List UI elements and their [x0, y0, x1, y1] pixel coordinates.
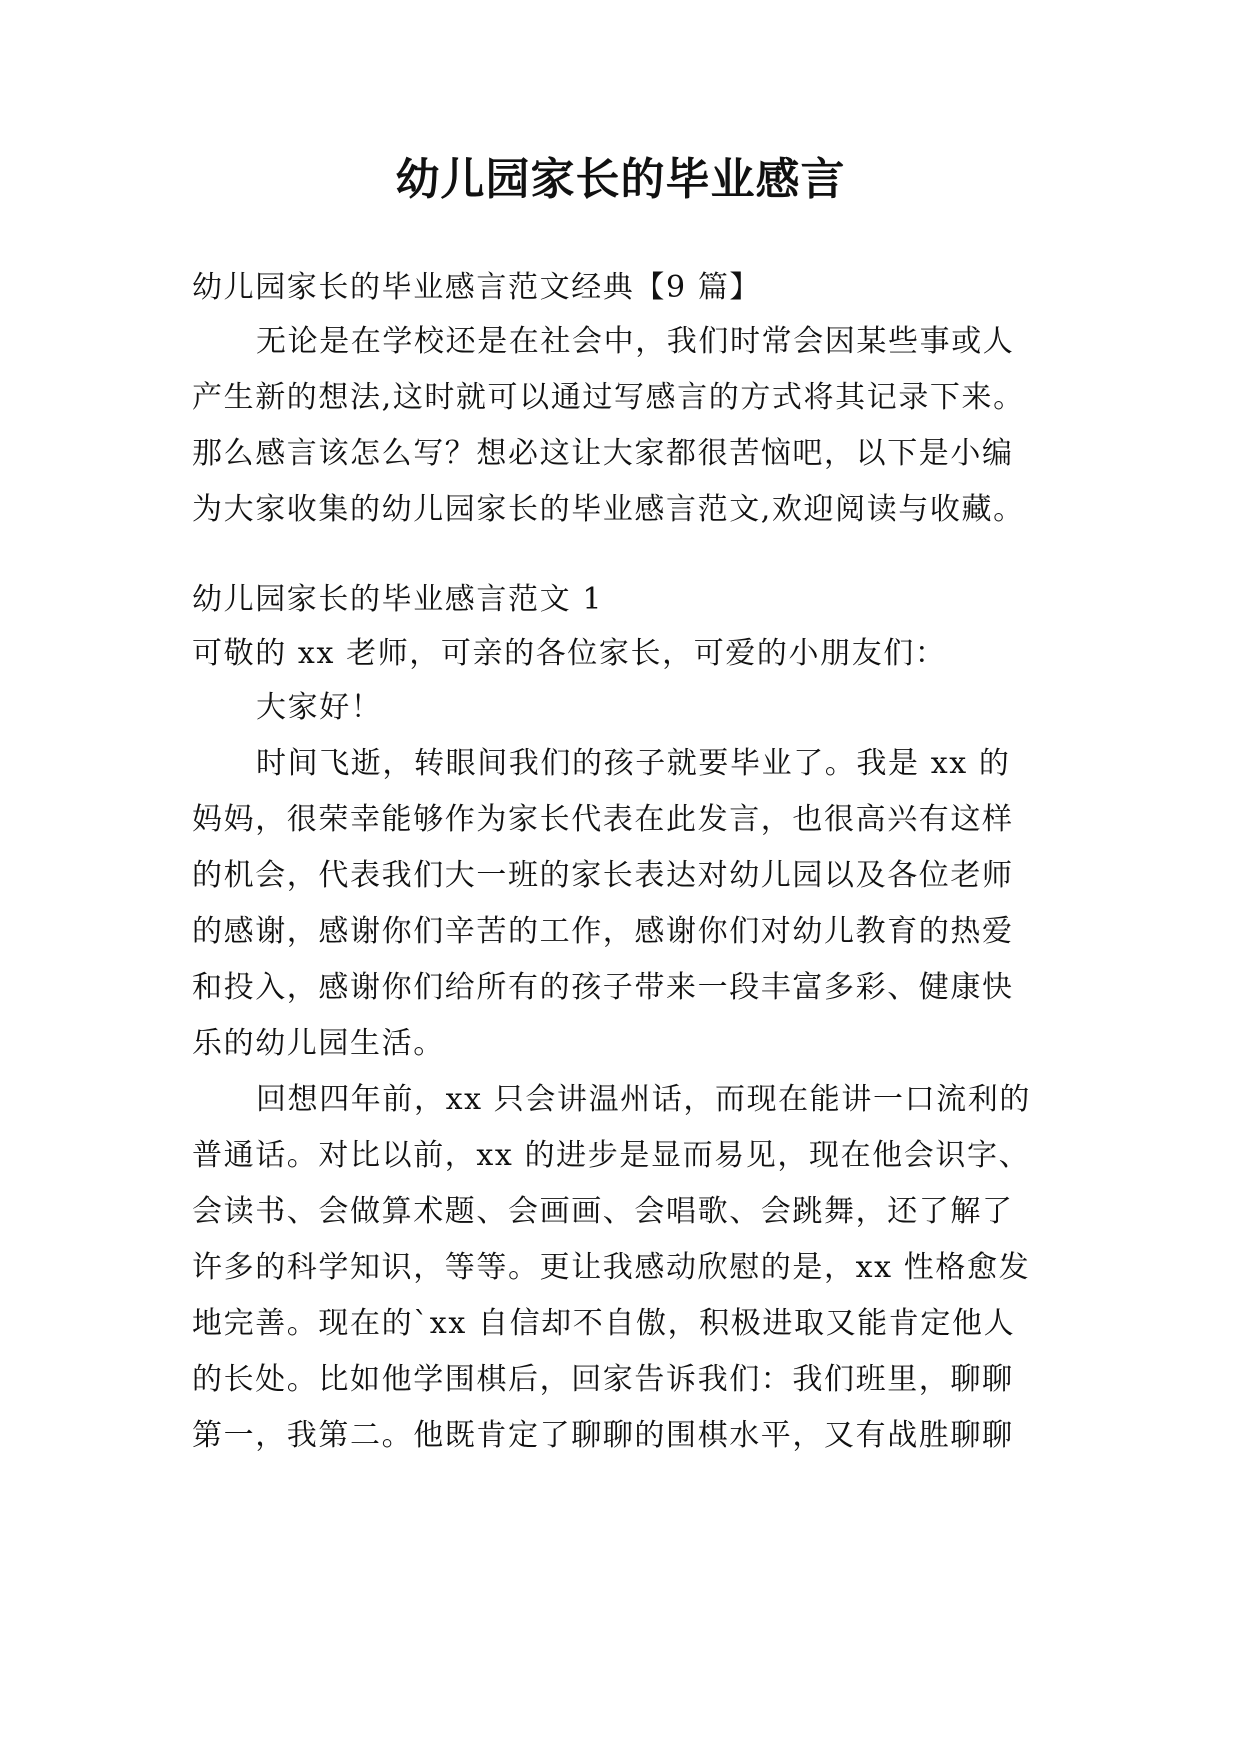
- subtitle-line: 幼儿园家长的毕业感言范文经典【9 篇】: [192, 270, 762, 305]
- paragraph-line: 那么感言该怎么写？想必这让大家都很苦恼吧，以下是小编: [192, 436, 1014, 471]
- paragraph-line: 为大家收集的幼儿园家长的毕业感言范文,欢迎阅读与收藏。: [192, 492, 1025, 527]
- paragraph-line: 乐的幼儿园生活。: [192, 1026, 445, 1061]
- paragraph-line: 地完善。现在的`xx 自信却不自傲，积极进取又能肯定他人: [192, 1306, 1016, 1341]
- paragraph-line: 普通话。对比以前，xx 的进步是显而易见，现在他会识字、: [192, 1138, 1031, 1173]
- section-heading: 幼儿园家长的毕业感言范文 1: [192, 582, 604, 617]
- paragraph-line: 第一，我第二。他既肯定了聊聊的围棋水平，又有战胜聊聊: [192, 1418, 1014, 1453]
- paragraph-line: 许多的科学知识，等等。更让我感动欣慰的是，xx 性格愈发: [192, 1250, 1031, 1285]
- paragraph-line: 的机会，代表我们大一班的家长表达对幼儿园以及各位老师: [192, 858, 1014, 893]
- paragraph-line: 回想四年前，xx 只会讲温州话，而现在能讲一口流利的: [256, 1082, 1031, 1117]
- paragraph-line: 产生新的想法,这时就可以通过写感言的方式将其记录下来。: [192, 380, 1025, 415]
- paragraph-line: 妈妈，很荣幸能够作为家长代表在此发言，也很高兴有这样: [192, 802, 1014, 837]
- paragraph-line: 的感谢，感谢你们辛苦的工作，感谢你们对幼儿教育的热爱: [192, 914, 1014, 949]
- greeting-line: 大家好！: [256, 690, 383, 725]
- paragraph-line: 无论是在学校还是在社会中，我们时常会因某些事或人: [256, 324, 1015, 359]
- paragraph-line: 时间飞逝，转眼间我们的孩子就要毕业了。我是 xx 的: [256, 746, 1011, 781]
- paragraph-line: 和投入，感谢你们给所有的孩子带来一段丰富多彩、健康快: [192, 970, 1014, 1005]
- salutation-line: 可敬的 xx 老师，可亲的各位家长，可爱的小朋友们：: [192, 636, 947, 671]
- paragraph-line: 会读书、会做算术题、会画画、会唱歌、会跳舞，还了解了: [192, 1194, 1014, 1229]
- paragraph-line: 的长处。比如他学围棋后，回家告诉我们：我们班里，聊聊: [192, 1362, 1014, 1397]
- document-title: 幼儿园家长的毕业感言: [395, 154, 846, 205]
